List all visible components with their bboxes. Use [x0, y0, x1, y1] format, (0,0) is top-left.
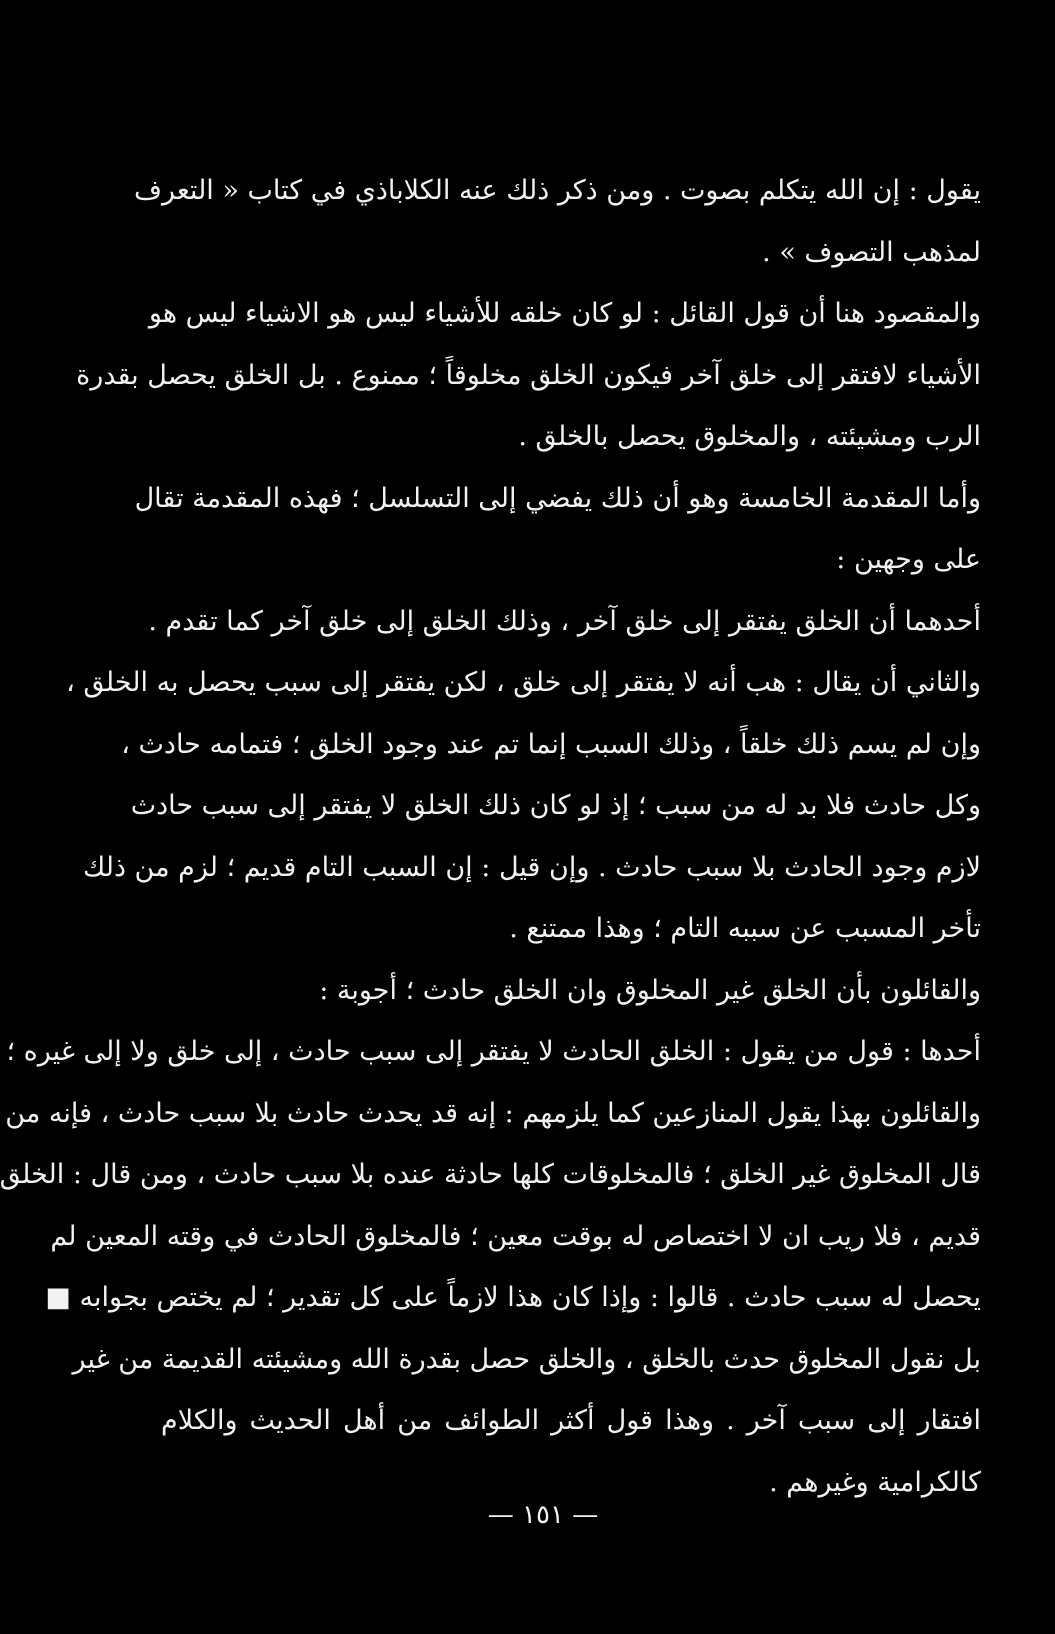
text-line-4: الأشياء لافتقر إلى خلق آخر فيكون الخلق مخلوقاً ؛ ممنوع . بل الخلق يحصل بقدرة — [76, 359, 981, 391]
text-line-19: يحصل له سبب حادث . قالوا : وإذا كان هذا لازماً على كل تقدير ؛ لم يختص بجوابه ■ — [45, 1282, 981, 1313]
text-line-22: كالكرامية وغيرهم . — [769, 1466, 981, 1498]
text-line-18: قديم ، فلا ريب ان لا اختصاص له بوقت معين ؛ فالمخلوق الحادث في وقته المعين لم — [50, 1220, 981, 1252]
page-text-block — [0, 160, 981, 1513]
text-line-14: والقائلون بأن الخلق غير المخلوق وان الخلق حادث ؛ أجوبة : — [319, 974, 981, 1006]
text-line-3: والمقصود هنا أن قول القائل : لو كان خلقه للأشياء ليس هو الاشياء ليس هو — [148, 298, 981, 329]
text-line-7: على وجهين : — [836, 544, 981, 575]
text-line-6: وأما المقدمة الخامسة وهو أن ذلك يفضي إلى التسلسل ؛ فهذه المقدمة تقال — [134, 482, 981, 514]
page-number: — ١٥١ — — [487, 1500, 599, 1530]
text-line-2: لمذهب التصوف » . — [762, 236, 981, 268]
text-line-13: تأخر المسبب عن سببه التام ؛ وهذا ممتنع . — [509, 913, 981, 944]
text-line-11: وكل حادث فلا بد له من سبب ؛ إذ لو كان ذلك الخلق لا يفتقر إلى سبب حادث — [130, 790, 981, 821]
text-line-12: لازم وجود الحادث بلا سبب حادث . وإن قيل : إن السبب التام قديم ؛ لزم من ذلك — [82, 851, 981, 883]
text-line-20: بل نقول المخلوق حدث بالخلق ، والخلق حصل بقدرة الله ومشيئته القديمة من غير — [72, 1343, 981, 1375]
text-line-16: والقائلون بهذا يقول المنازعين كما يلزمهم : إنه قد يحدث حادث بلا سبب حادث ، فإنه من — [5, 1097, 981, 1129]
text-line-5: الرب ومشيئته ، والمخلوق يحصل بالخلق . — [518, 421, 981, 452]
text-line-9: والثاني أن يقال : هب أنه لا يفتقر إلى خلق ، لكن يفتقر إلى سبب يحصل به الخلق ، — [66, 667, 981, 698]
text-line-1: يقول : إن الله يتكلم بصوت . ومن ذكر ذلك عنه الكلاباذي في كتاب « التعرف — [134, 175, 981, 206]
text-line-15: أحدها : قول من يقول : الخلق الحادث لا يفتقر إلى سبب حادث ، إلى خلق ولا إلى غيره ؛ — [6, 1036, 981, 1067]
text-line-8: أحدهما أن الخلق يفتقر إلى خلق آخر ، وذلك الخلق إلى خلق آخر كما تقدم . — [148, 605, 981, 637]
text-line-10: وإن لم يسم ذلك خلقاً ، وذلك السبب إنما تم عند وجود الخلق ؛ فتمامه حادث ، — [121, 728, 981, 760]
text-line-17: قال المخلوق غير الخلق ؛ فالمخلوقات كلها حادثة عنده بلا سبب حادث ، ومن قال : الخلق — [0, 1159, 981, 1190]
text-line-21: افتقار إلى سبب آخر . وهذا قول أكثر الطوائف من أهل الحديث والكلام — [161, 1405, 981, 1436]
